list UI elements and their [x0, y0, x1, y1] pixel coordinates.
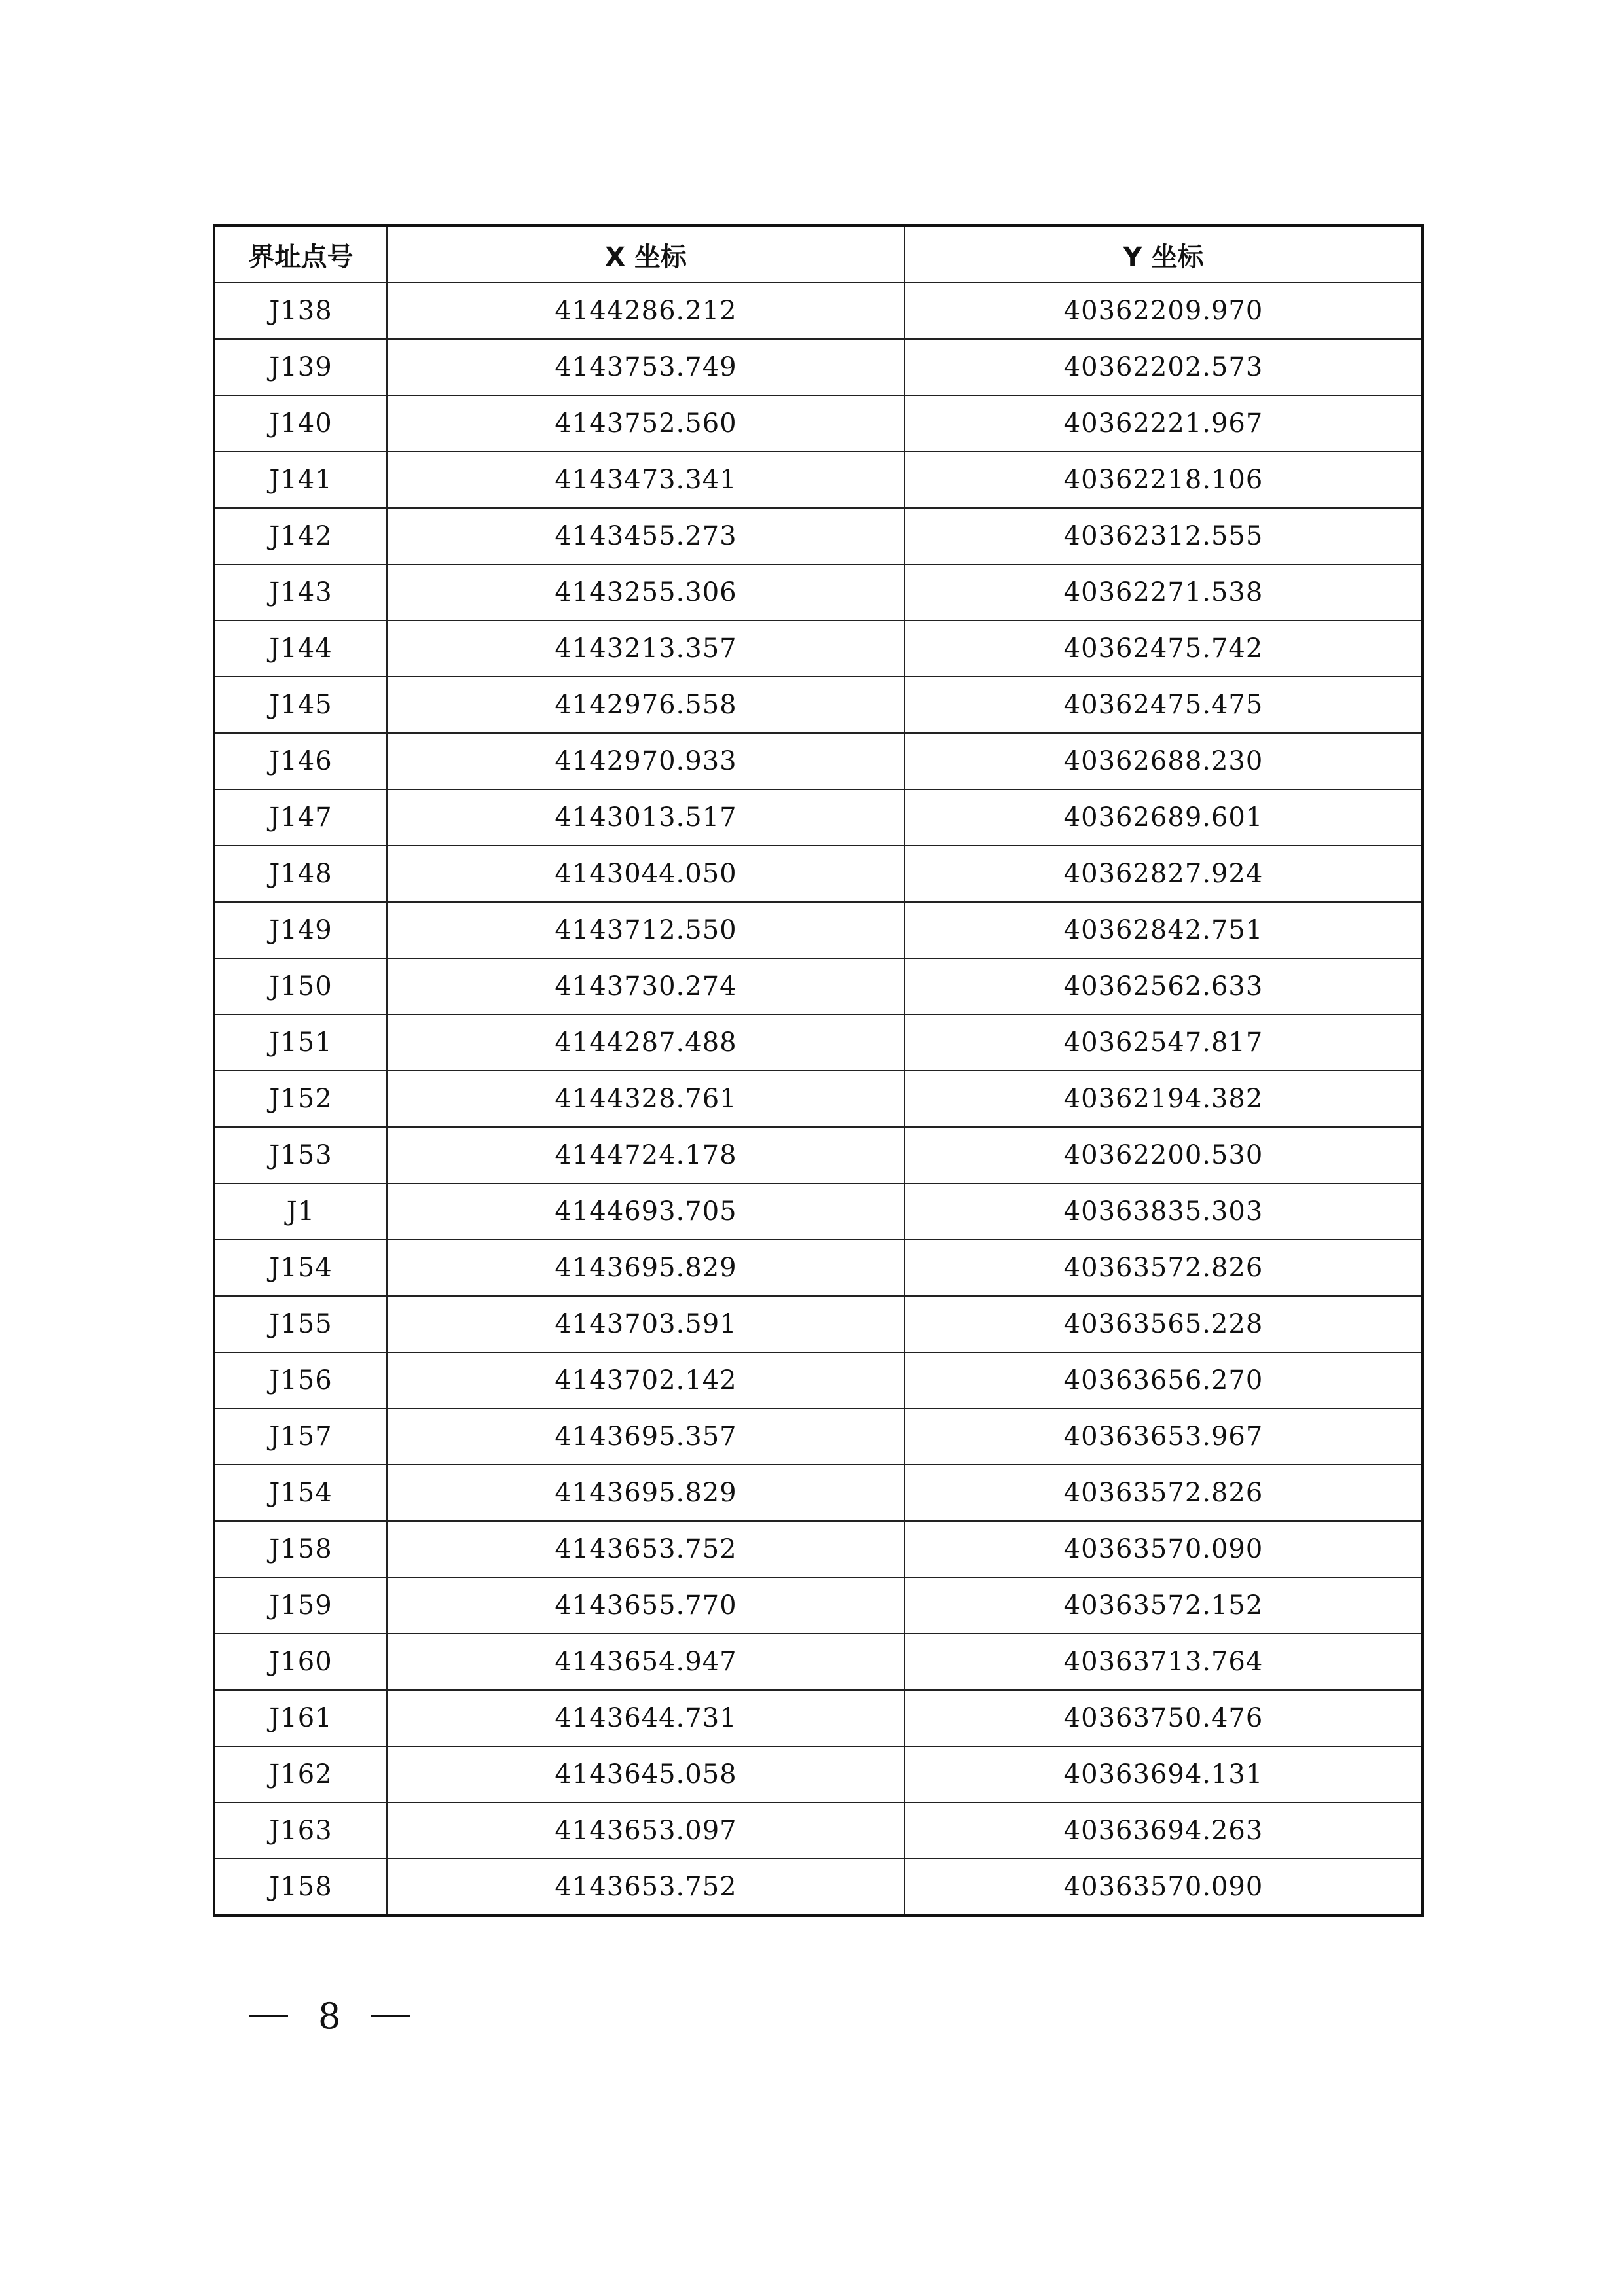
- cell-point: J139: [214, 339, 387, 395]
- cell-point: J144: [214, 620, 387, 677]
- cell-point: J161: [214, 1690, 387, 1746]
- cell-point: J1: [214, 1183, 387, 1240]
- table-row: [214, 1803, 1423, 1859]
- table-row: [214, 620, 1423, 677]
- cell-y: 40362202.573: [905, 339, 1423, 395]
- cell-point: J145: [214, 677, 387, 733]
- table-row: [214, 1746, 1423, 1803]
- cell-point: J142: [214, 508, 387, 564]
- cell-point: J141: [214, 452, 387, 508]
- cell-y: 40362221.967: [905, 395, 1423, 452]
- cell-x: 4143653.097: [387, 1803, 905, 1859]
- cell-x: 4143653.752: [387, 1859, 905, 1916]
- page-footer: [249, 1993, 410, 2039]
- cell-point: J143: [214, 564, 387, 620]
- cell-point: J154: [214, 1465, 387, 1521]
- cell-point: J156: [214, 1352, 387, 1408]
- cell-x: 4144287.488: [387, 1014, 905, 1071]
- table-row: [214, 1521, 1423, 1577]
- cell-y: 40362194.382: [905, 1071, 1423, 1127]
- table-row: [214, 1352, 1423, 1408]
- boundary-coordinate-table: [213, 224, 1424, 1917]
- page-number: 8: [318, 1995, 341, 2037]
- header-row: [214, 226, 1423, 283]
- cell-y: 40362562.633: [905, 958, 1423, 1014]
- cell-x: 4143655.770: [387, 1577, 905, 1634]
- cell-y: 40362218.106: [905, 452, 1423, 508]
- header-point-number: 界址点号: [214, 226, 387, 283]
- cell-y: 40363835.303: [905, 1183, 1423, 1240]
- table-row: [214, 733, 1423, 789]
- cell-point: J147: [214, 789, 387, 846]
- cell-x: 4143044.050: [387, 846, 905, 902]
- cell-point: J155: [214, 1296, 387, 1352]
- cell-point: J138: [214, 283, 387, 339]
- cell-x: 4142970.933: [387, 733, 905, 789]
- cell-y: 40363572.152: [905, 1577, 1423, 1634]
- cell-y: 40362842.751: [905, 902, 1423, 958]
- cell-y: 40363694.263: [905, 1803, 1423, 1859]
- cell-x: 4143702.142: [387, 1352, 905, 1408]
- table-row: [214, 1465, 1423, 1521]
- footer-dash-left: [249, 2015, 288, 2017]
- table-row: [214, 958, 1423, 1014]
- cell-y: 40363572.826: [905, 1465, 1423, 1521]
- table-body: [214, 283, 1423, 1916]
- cell-y: 40362209.970: [905, 283, 1423, 339]
- table-row: [214, 1183, 1423, 1240]
- table-row: [214, 1634, 1423, 1690]
- cell-y: 40363570.090: [905, 1521, 1423, 1577]
- table-row: [214, 1859, 1423, 1916]
- cell-point: J146: [214, 733, 387, 789]
- cell-point: J151: [214, 1014, 387, 1071]
- header-x-coordinate: X 坐标: [387, 226, 905, 283]
- cell-x: 4144724.178: [387, 1127, 905, 1183]
- cell-y: 40363565.228: [905, 1296, 1423, 1352]
- cell-y: 40362689.601: [905, 789, 1423, 846]
- table-row: [214, 452, 1423, 508]
- cell-y: 40363694.131: [905, 1746, 1423, 1803]
- table-header: [214, 226, 1423, 283]
- cell-y: 40362271.538: [905, 564, 1423, 620]
- cell-y: 40363653.967: [905, 1408, 1423, 1465]
- table-row: [214, 1240, 1423, 1296]
- cell-x: 4143645.058: [387, 1746, 905, 1803]
- cell-x: 4143730.274: [387, 958, 905, 1014]
- cell-x: 4143653.752: [387, 1521, 905, 1577]
- cell-y: 40362475.742: [905, 620, 1423, 677]
- cell-y: 40362827.924: [905, 846, 1423, 902]
- cell-point: J154: [214, 1240, 387, 1296]
- table-row: [214, 564, 1423, 620]
- cell-x: 4143255.306: [387, 564, 905, 620]
- cell-x: 4143695.829: [387, 1240, 905, 1296]
- cell-y: 40363713.764: [905, 1634, 1423, 1690]
- cell-x: 4143654.947: [387, 1634, 905, 1690]
- cell-y: 40362688.230: [905, 733, 1423, 789]
- cell-x: 4144286.212: [387, 283, 905, 339]
- cell-point: J159: [214, 1577, 387, 1634]
- cell-point: J160: [214, 1634, 387, 1690]
- cell-x: 4143213.357: [387, 620, 905, 677]
- cell-point: J158: [214, 1521, 387, 1577]
- cell-y: 40362475.475: [905, 677, 1423, 733]
- cell-y: 40362200.530: [905, 1127, 1423, 1183]
- table-row: [214, 1127, 1423, 1183]
- cell-y: 40362312.555: [905, 508, 1423, 564]
- table-row: [214, 339, 1423, 395]
- table-row: [214, 1071, 1423, 1127]
- table-row: [214, 902, 1423, 958]
- cell-x: 4143703.591: [387, 1296, 905, 1352]
- cell-x: 4143712.550: [387, 902, 905, 958]
- cell-point: J140: [214, 395, 387, 452]
- cell-point: J157: [214, 1408, 387, 1465]
- cell-point: J162: [214, 1746, 387, 1803]
- table-row: [214, 508, 1423, 564]
- table-row: [214, 395, 1423, 452]
- cell-y: 40363570.090: [905, 1859, 1423, 1916]
- cell-y: 40362547.817: [905, 1014, 1423, 1071]
- cell-x: 4143753.749: [387, 339, 905, 395]
- table-row: [214, 677, 1423, 733]
- cell-point: J152: [214, 1071, 387, 1127]
- table-row: [214, 1014, 1423, 1071]
- cell-x: 4143695.829: [387, 1465, 905, 1521]
- cell-x: 4143013.517: [387, 789, 905, 846]
- table-row: [214, 283, 1423, 339]
- cell-x: 4143644.731: [387, 1690, 905, 1746]
- cell-point: J158: [214, 1859, 387, 1916]
- cell-point: J149: [214, 902, 387, 958]
- cell-x: 4143752.560: [387, 395, 905, 452]
- cell-x: 4144693.705: [387, 1183, 905, 1240]
- cell-x: 4142976.558: [387, 677, 905, 733]
- header-y-coordinate: Y 坐标: [905, 226, 1423, 283]
- cell-x: 4143455.273: [387, 508, 905, 564]
- cell-point: J150: [214, 958, 387, 1014]
- cell-y: 40363656.270: [905, 1352, 1423, 1408]
- cell-point: J163: [214, 1803, 387, 1859]
- cell-point: J153: [214, 1127, 387, 1183]
- table-row: [214, 789, 1423, 846]
- cell-x: 4144328.761: [387, 1071, 905, 1127]
- cell-x: 4143695.357: [387, 1408, 905, 1465]
- cell-y: 40363750.476: [905, 1690, 1423, 1746]
- table-row: [214, 1296, 1423, 1352]
- table-row: [214, 846, 1423, 902]
- cell-point: J148: [214, 846, 387, 902]
- table-row: [214, 1577, 1423, 1634]
- footer-dash-right: [371, 2015, 410, 2017]
- table-row: [214, 1408, 1423, 1465]
- cell-y: 40363572.826: [905, 1240, 1423, 1296]
- cell-x: 4143473.341: [387, 452, 905, 508]
- table-row: [214, 1690, 1423, 1746]
